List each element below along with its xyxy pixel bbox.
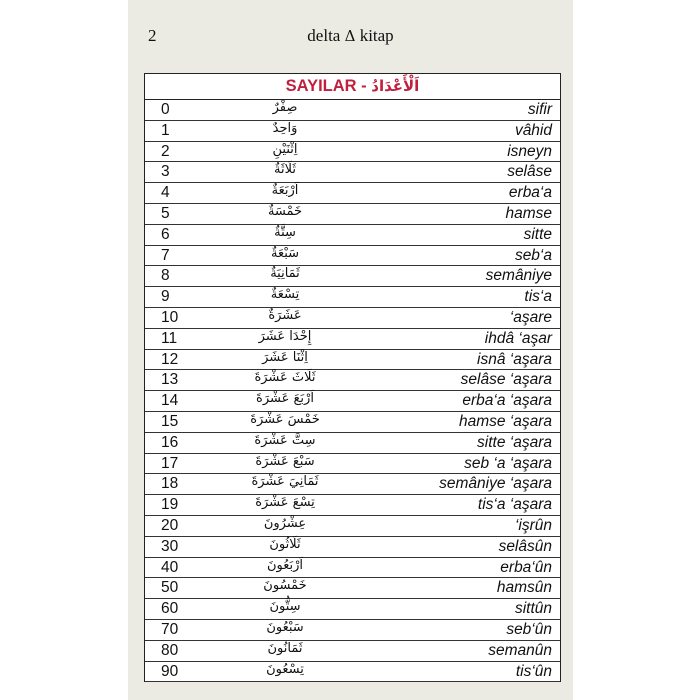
- arabic-word-cell: سَبْعَ عَشْرَةَ: [255, 453, 315, 469]
- number-cell: 17: [161, 454, 179, 472]
- arabic-word-cell: اِثْنَا عَشَرَ: [262, 349, 308, 365]
- table-title: [145, 74, 560, 100]
- table-row: [145, 433, 560, 454]
- number-cell: 4: [161, 184, 170, 202]
- table-row: [145, 162, 560, 183]
- transliteration-cell: isneyn: [507, 142, 552, 160]
- number-cell: 19: [161, 496, 179, 514]
- transliteration-cell: seb ‘a ‘aşara: [464, 454, 552, 472]
- transliteration-cell: tis‘a ‘aşara: [477, 496, 552, 514]
- number-cell: 3: [161, 163, 170, 181]
- table-row: [145, 641, 560, 662]
- table-row: [145, 142, 560, 163]
- transliteration-cell: erba‘ûn: [500, 558, 552, 576]
- number-cell: 18: [161, 475, 179, 493]
- transliteration-cell: semâniye: [485, 267, 552, 285]
- number-cell: 16: [161, 433, 179, 451]
- number-cell: 80: [161, 641, 179, 659]
- arabic-word-cell: اَرْبَعَ عَشْرَةَ: [256, 391, 314, 407]
- table-row: [145, 329, 560, 350]
- number-cell: 40: [161, 558, 179, 576]
- transliteration-cell: ‘aşare: [509, 308, 552, 326]
- number-cell: 6: [161, 225, 170, 243]
- transliteration-cell: sitte: [523, 225, 552, 243]
- arabic-word-cell: ثَمَانِيَ عَشْرَةَ: [251, 474, 319, 490]
- number-cell: 12: [161, 350, 179, 368]
- number-cell: 11: [161, 329, 178, 347]
- arabic-word-cell: خَمْسَةٌ: [267, 203, 303, 219]
- transliteration-cell: semâniye ‘aşara: [439, 475, 552, 493]
- transliteration-cell: sitte ‘aşara: [477, 433, 552, 451]
- transliteration-cell: selâsûn: [498, 537, 552, 555]
- arabic-word-cell: ثَمَانُونَ: [267, 640, 303, 656]
- transliteration-cell: selâse: [507, 163, 552, 181]
- page-number: 2: [148, 26, 157, 45]
- arabic-word-cell: عِشْرُونَ: [263, 515, 307, 531]
- table-row: [145, 225, 560, 246]
- numbers-table: [144, 73, 561, 682]
- transliteration-cell: hamse: [505, 204, 552, 222]
- table-row: [145, 183, 560, 204]
- table-row: [145, 100, 560, 121]
- table-row: [145, 495, 560, 516]
- arabic-word-cell: تِسْعَةٌ: [270, 287, 300, 303]
- table-row: [145, 204, 560, 225]
- number-cell: 1: [161, 121, 170, 139]
- table-body: [145, 100, 560, 682]
- transliteration-cell: isnâ ‘aşara: [477, 350, 552, 368]
- arabic-word-cell: سِتُّونَ: [269, 599, 301, 615]
- page-header: [128, 24, 573, 50]
- number-cell: 60: [161, 600, 179, 618]
- running-title-part1: delta: [307, 26, 345, 45]
- arabic-word-cell: تِسْعُونَ: [266, 661, 304, 677]
- table-row: [145, 578, 560, 599]
- arabic-word-cell: سِتَّ عَشْرَةَ: [254, 432, 316, 448]
- arabic-word-cell: إِحْدَا عَشَرَ: [258, 328, 312, 344]
- table-row: [145, 266, 560, 287]
- arabic-word-cell: اَرْبَعَةٌ: [271, 183, 299, 199]
- transliteration-cell: erba‘a ‘aşara: [462, 392, 552, 410]
- number-cell: 8: [161, 267, 170, 285]
- number-cell: 0: [161, 101, 170, 118]
- arabic-word-cell: عَشَرَةٌ: [268, 307, 302, 323]
- number-cell: 7: [161, 246, 170, 264]
- transliteration-cell: hamse ‘aşara: [458, 412, 552, 430]
- table-title-latin: SAYILAR: [285, 77, 357, 95]
- arabic-word-cell: ثَلَاثَةٌ: [274, 162, 296, 178]
- table-row: [145, 370, 560, 391]
- transliteration-cell: ihdâ ‘aşar: [484, 329, 552, 347]
- transliteration-cell: sittûn: [514, 600, 552, 618]
- transliteration-cell: erba‘a: [508, 184, 552, 202]
- table-row: [145, 246, 560, 267]
- arabic-word-cell: اِثْنَيْنِ: [272, 141, 298, 157]
- table-row: [145, 287, 560, 308]
- table-row: [145, 599, 560, 620]
- transliteration-cell: seb‘ûn: [506, 620, 552, 638]
- delta-symbol: Δ: [344, 27, 356, 45]
- table-title-arabic: اَلْأَعْدَادُ: [371, 77, 420, 95]
- transliteration-cell: seb‘a: [514, 246, 552, 264]
- transliteration-cell: tis‘ûn: [515, 662, 552, 680]
- table-row: [145, 121, 560, 142]
- arabic-word-cell: صِفْرٌ: [272, 100, 298, 115]
- table-row: [145, 558, 560, 579]
- running-title-part2: kitap: [355, 26, 394, 45]
- transliteration-cell: sifir: [527, 101, 552, 118]
- table-title-separator: -: [356, 77, 372, 95]
- number-cell: 90: [161, 662, 179, 680]
- number-cell: 9: [161, 288, 170, 306]
- table-row: [145, 412, 560, 433]
- arabic-word-cell: ثَلَاثَ عَشْرَةَ: [254, 370, 316, 386]
- book-page: [128, 0, 573, 700]
- table-row: [145, 662, 560, 683]
- arabic-word-cell: سَبْعَةٌ: [270, 245, 300, 261]
- arabic-word-cell: وَاحِدٌ: [272, 120, 298, 136]
- table-row: [145, 391, 560, 412]
- transliteration-cell: hamsûn: [496, 579, 552, 597]
- table-row: [145, 620, 560, 641]
- number-cell: 13: [161, 371, 179, 389]
- number-cell: 50: [161, 579, 179, 597]
- table-row: [145, 537, 560, 558]
- arabic-word-cell: سَبْعُونَ: [266, 619, 304, 635]
- table-row: [145, 454, 560, 475]
- table-row: [145, 308, 560, 329]
- arabic-word-cell: تِسْعَ عَشْرَةَ: [255, 495, 315, 511]
- number-cell: 15: [161, 412, 179, 430]
- transliteration-cell: vâhid: [514, 121, 552, 139]
- number-cell: 14: [161, 392, 179, 410]
- number-cell: 5: [161, 204, 170, 222]
- number-cell: 70: [161, 620, 179, 638]
- number-cell: 20: [161, 516, 179, 534]
- transliteration-cell: semanûn: [488, 641, 552, 659]
- table-row: [145, 474, 560, 495]
- transliteration-cell: tis‘a: [524, 288, 552, 306]
- arabic-word-cell: اَرْبَعُونَ: [266, 557, 304, 573]
- table-row: [145, 516, 560, 537]
- table-row: [145, 350, 560, 371]
- transliteration-cell: ‘işrûn: [514, 516, 552, 534]
- arabic-word-cell: خَمْسَ عَشْرَةَ: [250, 411, 320, 427]
- arabic-word-cell: خَمْسُونَ: [263, 578, 307, 594]
- arabic-word-cell: ثَلَاثُونَ: [269, 536, 301, 552]
- number-cell: 2: [161, 142, 170, 160]
- transliteration-cell: selâse ‘aşara: [460, 371, 552, 389]
- arabic-word-cell: ثَمَانِيَةٌ: [270, 266, 300, 282]
- running-title: [128, 26, 573, 46]
- number-cell: 10: [161, 308, 179, 326]
- number-cell: 30: [161, 537, 179, 555]
- arabic-word-cell: سِتَّةٌ: [274, 224, 296, 240]
